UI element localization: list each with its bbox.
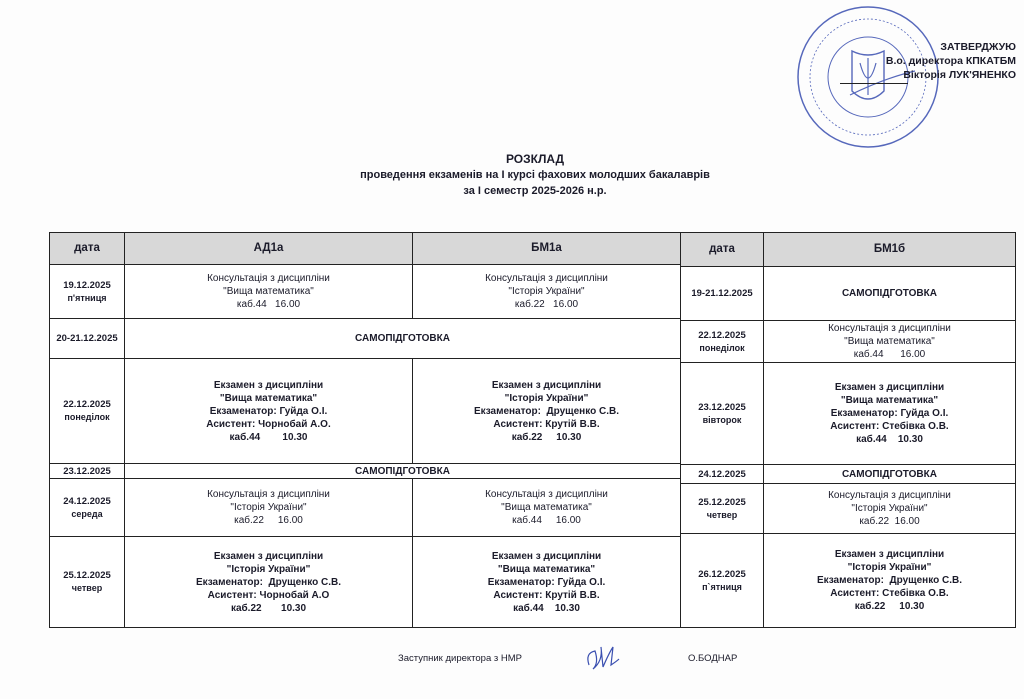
cell-line: "Історія України": [847, 562, 932, 573]
date-text: 22.12.2025: [698, 329, 746, 341]
title-main: РОЗКЛАД: [505, 152, 565, 166]
date-cell: [680, 362, 764, 465]
cell-line: Консультація з дисципліни: [485, 489, 608, 500]
cell-line: Екзамен з дисципліни: [491, 550, 602, 562]
cell-line: Екзаменатор: Гуйда О.І.: [209, 405, 328, 417]
weekday-text: четвер: [71, 583, 103, 593]
date-text: 19.12.2025: [63, 279, 111, 291]
cell-line: Асистент: Крутій В.В.: [493, 418, 600, 430]
date-text: 23.12.2025: [698, 401, 746, 413]
column-header: дата: [680, 232, 764, 267]
cell-line: "Вища математика": [501, 502, 592, 513]
cell-line: Екзаменатор: Гуйда О.І.: [487, 576, 606, 588]
date-text: 23.12.2025: [63, 465, 111, 477]
column-header: БМ1а: [412, 232, 681, 265]
cell-line: Екзаменатор: Друщенко С.В.: [817, 575, 962, 586]
cell-line: Екзамен з дисципліни: [213, 550, 324, 562]
weekday-text: вівторок: [702, 414, 742, 425]
schedule-cell: [124, 358, 413, 464]
cell-line: каб.44 16.00: [512, 515, 581, 526]
cell-line: "Вища математика": [844, 336, 935, 347]
cell-line: Асистент: Стебівка О.В.: [830, 588, 949, 599]
schedule-cell: [412, 358, 681, 464]
weekday-text: середа: [71, 508, 103, 519]
handwritten-signature: [583, 643, 623, 673]
cell-line: каб.22 10.30: [511, 431, 582, 443]
schedule-cell: [412, 536, 681, 628]
date-text: 25.12.2025: [698, 496, 746, 508]
signature-line: [840, 83, 908, 84]
approval-name: Вікторія ЛУК'ЯНЕНКО: [903, 69, 1016, 81]
cell-line: САМОПІДГОТОВКА: [355, 333, 450, 344]
cell-line: "Вища математика": [223, 286, 314, 297]
cell-line: Асистент: Стебівка О.В.: [830, 421, 949, 432]
cell-line: каб.22 16.00: [859, 516, 920, 527]
cell-line: каб.44 10.30: [229, 431, 308, 443]
date-text: 24.12.2025: [63, 495, 111, 507]
schedule-cell: [763, 266, 1016, 321]
date-cell: [680, 320, 764, 363]
cell-line: каб.22 16.00: [514, 299, 579, 310]
title-semester: за І семестр 2025-2026 н.р.: [463, 185, 607, 197]
schedule-cell: [124, 463, 681, 479]
cell-line: Консультація з дисципліни: [207, 489, 330, 500]
cell-line: "Історія України": [226, 563, 311, 575]
footer-name: О.БОДНАР: [688, 653, 738, 664]
cell-line: "Історія України": [851, 503, 928, 514]
column-header: дата: [49, 232, 125, 265]
schedule-cell: [412, 264, 681, 319]
schedule-cell: [763, 464, 1016, 484]
cell-line: САМОПІДГОТОВКА: [842, 288, 937, 299]
date-cell: [680, 483, 764, 534]
cell-line: "Історія України": [230, 502, 307, 513]
cell-line: Асистент: Чорнобай А.О: [207, 589, 330, 601]
weekday-text: понеділок: [64, 412, 110, 422]
schedule-cell: [124, 536, 413, 628]
date-text: 22.12.2025: [63, 399, 111, 410]
schedule-cell: [763, 533, 1016, 628]
cell-line: Екзамен з дисципліни: [491, 379, 602, 391]
cell-line: каб.44 10.30: [856, 434, 923, 445]
cell-line: Екзамен з дисципліни: [834, 549, 945, 560]
cell-line: "Вища математика": [497, 563, 596, 575]
cell-line: САМОПІДГОТОВКА: [842, 468, 937, 480]
cell-line: Консультація з дисципліни: [207, 273, 330, 284]
date-cell: [680, 266, 764, 321]
cell-line: Екзаменатор: Друщенко С.В.: [474, 405, 619, 417]
date-cell: [49, 358, 125, 464]
date-cell: [49, 536, 125, 628]
cell-line: Консультація з дисципліни: [828, 323, 951, 334]
cell-line: "Історія України": [504, 392, 589, 404]
title-subtitle: проведення екзаменів на І курсі фахових молодших бакалаврів: [360, 169, 710, 181]
weekday-text: понеділок: [699, 342, 745, 353]
schedule-cell: [124, 318, 681, 359]
schedule-cell: [124, 478, 413, 537]
schedule-cell: [124, 264, 413, 319]
date-cell: [49, 463, 125, 479]
cell-line: каб.22 10.30: [854, 601, 925, 612]
cell-line: Асистент: Крутій В.В.: [493, 589, 600, 601]
date-cell: [49, 264, 125, 319]
cell-line: каб.44 16.00: [853, 349, 926, 360]
schedule-cell: [763, 362, 1016, 465]
column-header: БМ1б: [763, 232, 1016, 267]
date-text: 25.12.2025: [63, 570, 111, 581]
date-cell: [680, 533, 764, 628]
cell-line: каб.22 10.30: [230, 602, 307, 614]
cell-line: Екзаменатор: Гуйда О.І.: [830, 408, 949, 419]
date-cell: [680, 464, 764, 484]
cell-line: каб.44 10.30: [513, 602, 580, 614]
weekday-text: п`ятниця: [702, 581, 742, 592]
cell-line: "Історія України": [508, 286, 585, 297]
column-header: АД1а: [124, 232, 413, 265]
approval-position: В.о. директора КПКАТБМ: [885, 55, 1016, 67]
cell-line: Консультація з дисципліни: [485, 273, 608, 284]
document-title: [0, 151, 1024, 199]
approval-heading: ЗАТВЕРДЖУЮ: [940, 41, 1016, 53]
cell-line: Консультація з дисципліни: [828, 490, 951, 501]
cell-line: "Вища математика": [219, 392, 318, 404]
cell-line: Екзамен з дисципліни: [834, 382, 945, 393]
cell-line: САМОПІДГОТОВКА: [355, 465, 450, 477]
cell-line: каб.22 16.00: [234, 515, 303, 526]
cell-line: Асистент: Чорнобай А.О.: [206, 418, 331, 430]
date-text: 19-21.12.2025: [691, 288, 753, 299]
cell-line: Екзаменатор: Друщенко С.В.: [196, 576, 341, 588]
cell-line: "Вища математика": [840, 395, 939, 406]
cell-line: каб.44 16.00: [236, 299, 301, 310]
schedule-cell: [763, 320, 1016, 363]
cell-line: Екзамен з дисципліни: [213, 379, 324, 391]
date-cell: [49, 318, 125, 359]
schedule-cell: [412, 478, 681, 537]
date-text: 26.12.2025: [698, 568, 746, 580]
date-text: 24.12.2025: [698, 468, 746, 480]
schedule-cell: [763, 483, 1016, 534]
footer-position: Заступник директора з НМР: [398, 653, 522, 664]
date-cell: [49, 478, 125, 537]
date-text: 20-21.12.2025: [56, 333, 118, 344]
weekday-text: четвер: [706, 509, 738, 520]
weekday-text: п'ятниця: [67, 292, 107, 303]
approval-block: [886, 40, 1016, 82]
